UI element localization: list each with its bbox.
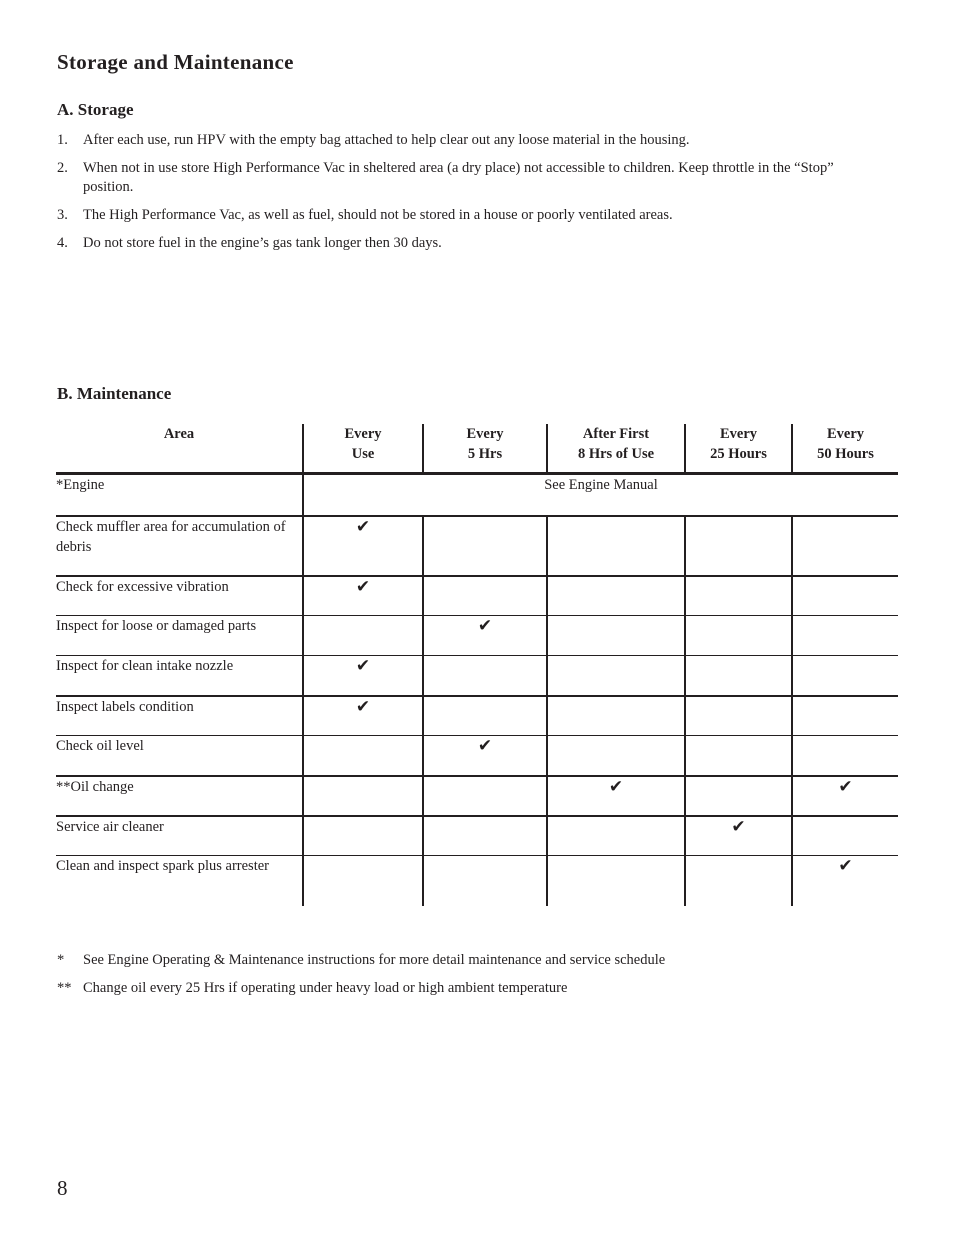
check-mark-icon: ✔: [685, 816, 792, 856]
area-cell: Check for excessive vibration: [56, 578, 229, 595]
empty-cell: [423, 856, 547, 906]
engine-manual-note: See Engine Manual: [303, 474, 898, 516]
storage-item-text: Do not store fuel in the engine’s gas tank longer then 30 days.: [83, 235, 442, 251]
footnote-mark: *: [57, 952, 65, 968]
footnote-text: See Engine Operating & Maintenance instructions for more detail maintenance and service schedule: [83, 952, 666, 968]
column-header-area: Area: [163, 426, 195, 442]
empty-cell: [547, 816, 685, 856]
check-mark-icon: ✔: [423, 616, 547, 656]
area-cell: Clean and inspect spark plus arrester: [56, 858, 269, 874]
check-mark-icon: ✔: [792, 856, 898, 906]
storage-list: [57, 131, 877, 262]
table-row: [56, 616, 898, 656]
empty-cell: [792, 516, 898, 576]
empty-cell: [423, 576, 547, 616]
storage-item-text: After each use, run HPV with the empty bag attached to help clear out any loose material in the housing.: [83, 132, 690, 148]
storage-item-text: The High Performance Vac, as well as fuel, should not be stored in a house or poorly ventilated areas.: [83, 207, 673, 223]
table-row: [56, 776, 898, 816]
table-row: [56, 696, 898, 736]
storage-item: [57, 131, 877, 150]
storage-item: [57, 159, 877, 197]
empty-cell: [303, 616, 423, 656]
table-row: [56, 856, 898, 906]
empty-cell: [685, 656, 792, 696]
footnote-text: Change oil every 25 Hrs if operating under heavy load or high ambient temperature: [83, 980, 568, 996]
storage-item-number: 4.: [57, 235, 68, 251]
empty-cell: [547, 856, 685, 906]
column-header-every-use: Every Use: [303, 424, 423, 474]
empty-cell: [303, 776, 423, 816]
area-cell: Service air cleaner: [56, 818, 164, 835]
area-cell: **Oil change: [56, 778, 134, 795]
table-row: [56, 576, 898, 616]
footnote: [57, 979, 665, 998]
empty-cell: [547, 616, 685, 656]
empty-cell: [792, 696, 898, 736]
empty-cell: [547, 696, 685, 736]
footnote-mark: **: [57, 980, 72, 996]
storage-item-number: 1.: [57, 132, 68, 148]
check-mark-icon: ✔: [423, 736, 547, 776]
table-row: [56, 816, 898, 856]
empty-cell: [685, 856, 792, 906]
empty-cell: [685, 736, 792, 776]
empty-cell: [423, 696, 547, 736]
table-row: [56, 516, 898, 576]
maintenance-heading: B. Maintenance: [57, 384, 172, 403]
check-mark-icon: ✔: [547, 776, 685, 816]
storage-item-number: 3.: [57, 207, 68, 223]
storage-item-text: When not in use store High Performance Vac in sheltered area (a dry place) not accessible to children. Keep throttle in the “Stop” position.: [83, 160, 834, 195]
check-mark-icon: ✔: [303, 696, 423, 736]
storage-item: [57, 234, 877, 253]
footnote: [57, 951, 665, 970]
page-title: Storage and Maintenance: [57, 50, 294, 74]
empty-cell: [792, 576, 898, 616]
empty-cell: [685, 576, 792, 616]
table-row-engine: [56, 474, 898, 516]
empty-cell: [423, 656, 547, 696]
empty-cell: [685, 616, 792, 656]
empty-cell: [547, 576, 685, 616]
empty-cell: [303, 856, 423, 906]
footnotes: [57, 951, 665, 1007]
storage-item: [57, 206, 877, 225]
area-cell: Inspect labels condition: [56, 698, 194, 715]
area-cell: Inspect for clean intake nozzle: [56, 658, 234, 674]
column-header-after-first-8-hrs: After First 8 Hrs of Use: [547, 424, 685, 474]
empty-cell: [303, 816, 423, 856]
table-row: [56, 656, 898, 696]
empty-cell: [685, 776, 792, 816]
storage-heading: A. Storage: [57, 100, 134, 119]
empty-cell: [792, 616, 898, 656]
check-mark-icon: ✔: [303, 656, 423, 696]
check-mark-icon: ✔: [303, 576, 423, 616]
empty-cell: [685, 696, 792, 736]
empty-cell: [303, 736, 423, 776]
area-cell: *Engine: [56, 477, 105, 493]
maintenance-table: [56, 424, 898, 906]
empty-cell: [547, 656, 685, 696]
area-cell: Check oil level: [56, 738, 144, 754]
empty-cell: [423, 816, 547, 856]
table-header-row: [56, 424, 898, 474]
empty-cell: [547, 736, 685, 776]
check-mark-icon: ✔: [303, 516, 423, 576]
storage-item-number: 2.: [57, 160, 68, 176]
column-header-every-5-hrs: Every 5 Hrs: [423, 424, 547, 474]
empty-cell: [423, 776, 547, 816]
page-number: 8: [57, 1176, 68, 1200]
area-cell: Inspect for loose or damaged parts: [56, 618, 257, 634]
check-mark-icon: ✔: [792, 776, 898, 816]
empty-cell: [547, 516, 685, 576]
table-row: [56, 736, 898, 776]
area-cell: Check muffler area for accumulation of debris: [56, 518, 286, 555]
empty-cell: [792, 656, 898, 696]
empty-cell: [792, 816, 898, 856]
empty-cell: [423, 516, 547, 576]
empty-cell: [792, 736, 898, 776]
column-header-every-50-hours: Every 50 Hours: [792, 424, 898, 474]
empty-cell: [685, 516, 792, 576]
column-header-every-25-hours: Every 25 Hours: [685, 424, 792, 474]
